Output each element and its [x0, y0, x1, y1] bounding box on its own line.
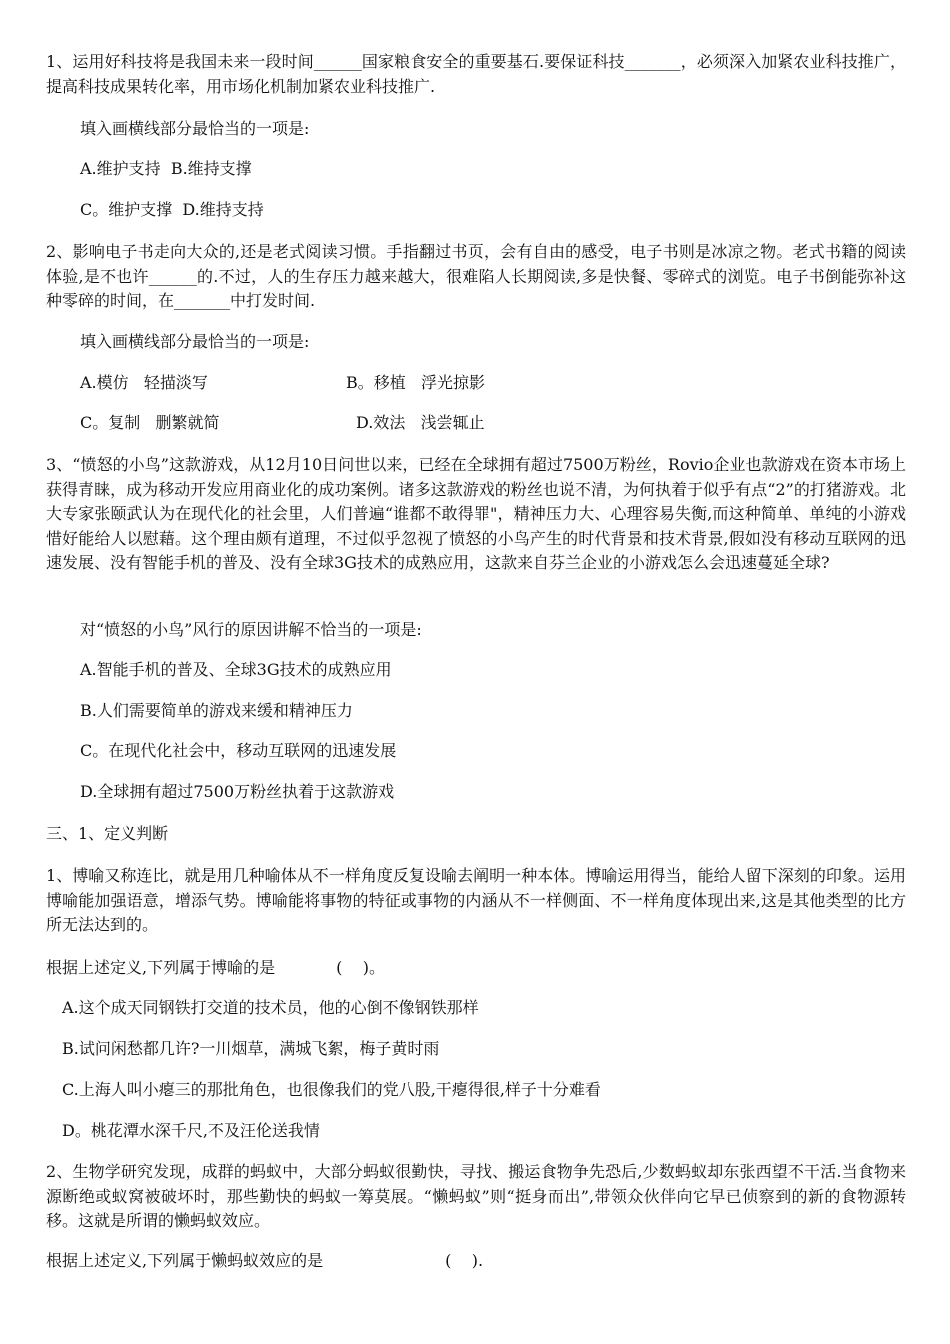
question-3-option-b: B.人们需要简单的游戏来缓和精神压力: [80, 701, 353, 720]
question-2-text: 2、影响电子书走向大众的,还是老式阅读习惯。手指翻过书页，会有自由的感受，电子书则是冰凉之物。老式书籍的阅读体验,是不也许______的.不过，人的生存压力越来越大，很难陷人长期阅读,多是快餐、零碎式的浏览。电子书倒能弥补这种零碎的时间，在_______中打发时间.: [46, 242, 906, 310]
question-1-options-cd: C。维护支撑 D.维持支持: [80, 200, 264, 219]
question-1-prompt: 填入画横线部分最恰当的一项是:: [80, 119, 310, 138]
question-1-options-ab: A.维护支持 B.维持支撑: [80, 159, 252, 178]
question-3-option-a: A.智能手机的普及、全球3G技术的成熟应用: [80, 660, 392, 679]
definition-1-option-b: B.试问闲愁都几许?一川烟草，满城飞絮，梅子黄时雨: [62, 1039, 440, 1058]
definition-2-prompt: 根据上述定义,下列属于懒蚂蚁效应的是 ( ).: [46, 1251, 484, 1270]
question-2-option-c: C。复制 删繁就简: [80, 413, 220, 432]
definition-1-option-d: D。桃花潭水深千尺,不及汪伦送我情: [62, 1121, 320, 1140]
definition-1-text: 1、博喻又称连比，就是用几种喻体从不一样角度反复设喻去阐明一种本体。博喻运用得当，能给人留下深刻的印象。运用博喻能加强语意，增添气势。博喻能将事物的特征或事物的内涵从不一样侧面、不一样角度体现出来,这是其他类型的比方所无法达到的。: [46, 866, 906, 934]
question-2-prompt: 填入画横线部分最恰当的一项是:: [80, 332, 310, 351]
question-3-prompt: 对“愤怒的小鸟”风行的原因讲解不恰当的一项是:: [80, 620, 422, 639]
question-2-option-d: D.效法 浅尝辄止: [356, 413, 485, 432]
question-3-option-d: D.全球拥有超过7500万粉丝执着于这款游戏: [80, 782, 395, 801]
definition-2-text: 2、生物学研究发现，成群的蚂蚁中，大部分蚂蚁很勤快，寻找、搬运食物争先恐后,少数蚂蚁却东张西望不干活.当食物来源断绝或蚁窝被破坏时，那些勤快的蚂蚁一筹莫展。“懒蚂蚁”则“挺身而出”,带领众伙伴向它早已侦察到的新的食物源转移。这就是所谓的懒蚂蚁效应。: [46, 1162, 906, 1230]
question-2-option-a: A.模仿 轻描淡写: [80, 373, 208, 392]
definition-1-prompt: 根据上述定义,下列属于博喻的是 ( )。: [46, 958, 385, 977]
definition-1-option-a: A.这个成天同钢铁打交道的技术员，他的心倒不像钢铁那样: [62, 998, 479, 1017]
section-heading: 三、1、定义判断: [46, 824, 169, 843]
question-2-option-b: B。移植 浮光掠影: [346, 373, 486, 392]
question-3-text: 3、“愤怒的小鸟”这款游戏，从12月10日问世以来，已经在全球拥有超过7500万粉丝，Rovio企业也款游戏在资本市场上获得青睐，成为移动开发应用商业化的成功案例。诸多这款游戏的粉丝也说不清，为何执着于似乎有点“2”的打猪游戏。北大专家张颐武认为在现代化的社会里，人们普遍“谁都不敢得罪"，精神压力大、心理容易失衡,而这种简单、单纯的小游戏惜好能给人以慰藉。这个理由颇有道理，不过似乎忽视了愤怒的小鸟产生的时代背景和技术背景,假如没有移动互联网的迅速发展、没有智能手机的普及、没有全球3G技术的成熟应用，这款来自芬兰企业的小游戏怎么会迅速蔓延全球?: [46, 455, 906, 572]
question-3-option-c: C。在现代化社会中，移动互联网的迅速发展: [80, 741, 397, 760]
definition-1-option-c: C.上海人叫小瘪三的那批角色，也很像我们的党八股,干瘪得很,样子十分难看: [62, 1080, 601, 1099]
question-1-text: 1、运用好科技将是我国未来一段时间______国家粮食安全的重要基石.要保证科技_______，必须深入加紧农业科技推广，提高科技成果转化率，用市场化机制加紧农业科技推广.: [46, 52, 906, 96]
